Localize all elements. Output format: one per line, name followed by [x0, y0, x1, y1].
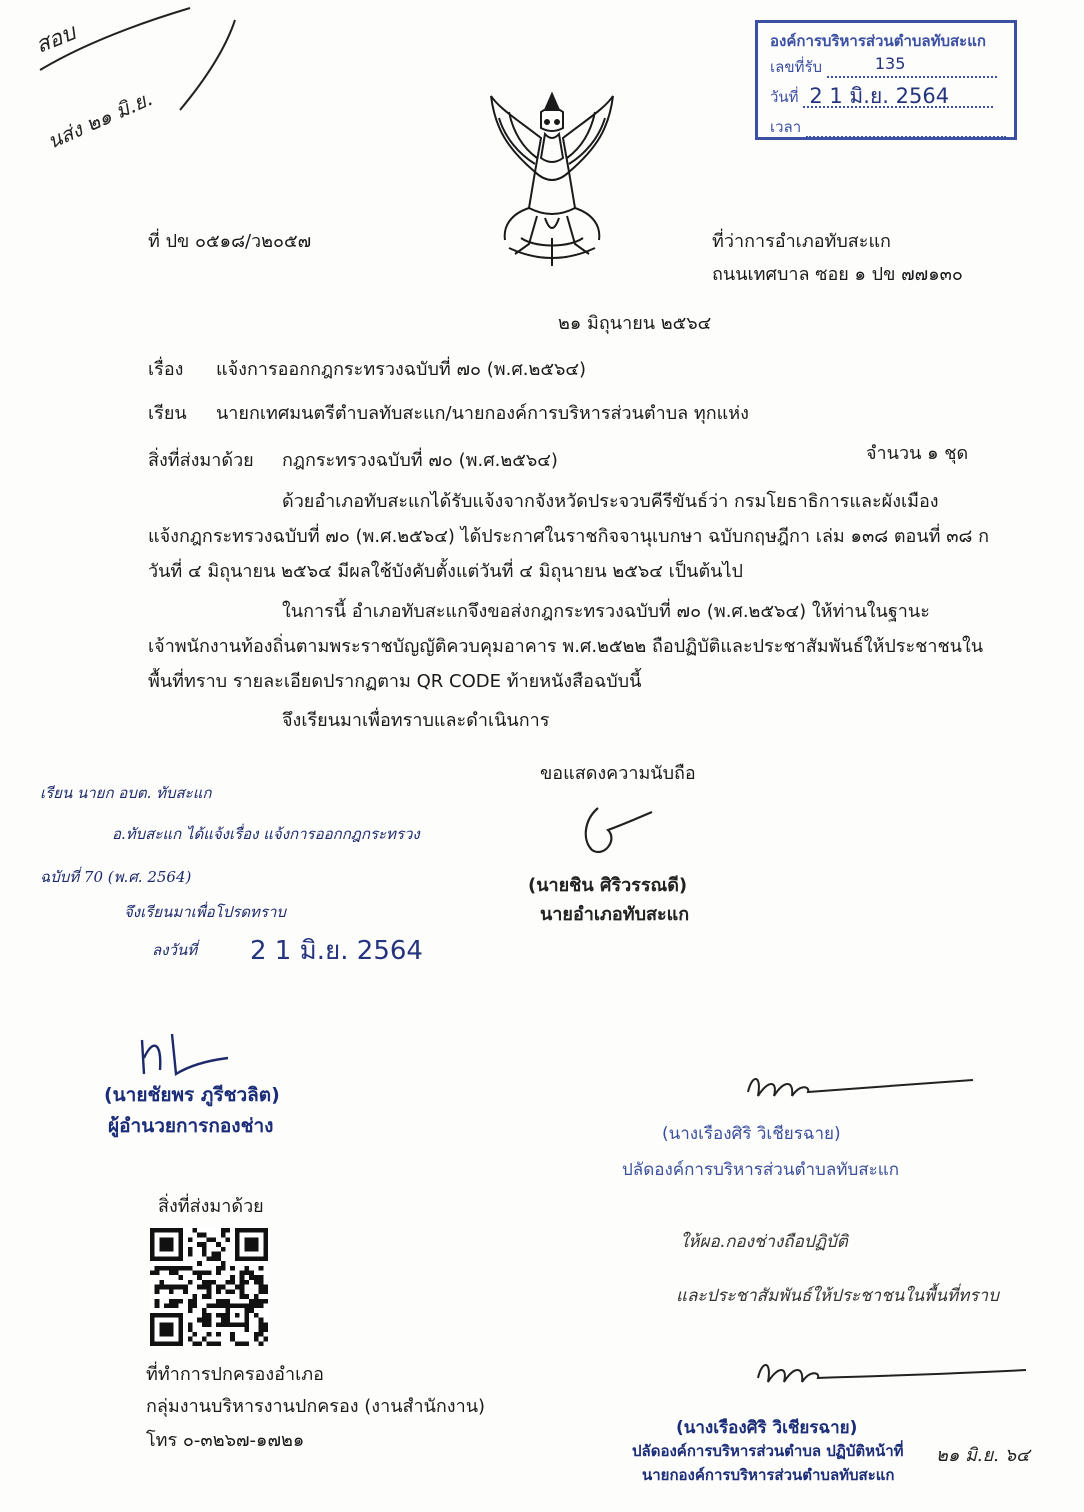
paragraph-2-line: ในการนี้ อำเภอทับสะแกจึงขอส่งกฎกระทรวงฉบับที่ ๗๐ (พ.ศ.๒๕๖๔) ให้ท่านในฐานะ — [282, 601, 930, 622]
left-note-line5: ลงวันที่ — [152, 941, 198, 959]
paragraph-1-line: แจ้งกฎกระทรวงฉบับที่ ๗๐ (พ.ศ.๒๕๖๔) ได้ประกาศในราชกิจจานุเบกษา ฉบับกฤษฎีกา เล่ม ๑๓๘ ตอนที่ ๓๘ ก — [148, 526, 990, 547]
palad-note-line2: และประชาสัมพันธ์ให้ประชาชนในพื้นที่ทราบ — [676, 1286, 999, 1306]
qr-code-icon — [150, 1228, 268, 1346]
regards-text: ขอแสดงความนับถือ — [540, 763, 696, 784]
stamp-org: องค์การบริหารส่วนตำบลทับสะแก — [770, 32, 986, 50]
document-number: ที่ ปข ๐๕๑๘/ว๒๐๕๗ — [148, 231, 312, 252]
stamp-number-row — [770, 55, 997, 79]
engineer-signature — [132, 1030, 232, 1080]
left-note-line4: จึงเรียนมาเพื่อโปรดทราบ — [124, 903, 286, 921]
corner-note-line2: นส่ง ๒๑ มิ.ย. — [43, 86, 156, 154]
footer-phone: โทร ๐-๓๒๖๗-๑๗๒๑ — [146, 1430, 305, 1451]
acting-name: (นางเรืองศิริ วิเชียรฉาย) — [676, 1418, 858, 1438]
palad-note-line1: ให้ผอ.กองช่างถือปฏิบัติ — [680, 1232, 848, 1252]
sender-address-line2: ถนนเทศบาล ซอย ๑ ปข ๗๗๑๓๐ — [712, 264, 963, 285]
enclosure-label: สิ่งที่ส่งมาด้วย — [148, 450, 254, 471]
recipient-text: นายกเทศมนตรีตำบลทับสะแก/นายกองค์การบริหารส่วนตำบล ทุกแห่ง — [216, 403, 749, 424]
palad-title: ปลัดองค์การบริหารส่วนตำบลทับสะแก — [622, 1160, 899, 1180]
subject-label: เรื่อง — [148, 359, 184, 380]
paragraph-1 — [148, 484, 989, 589]
footer-office: ที่ทำการปกครองอำเภอ — [146, 1364, 324, 1385]
corner-note-line1: สอบ — [32, 20, 80, 59]
palad-signature-1 — [738, 1066, 978, 1106]
paragraph-1-line: วันที่ ๔ มิถุนายน ๒๕๖๔ มีผลใช้บังคับตั้งแต่วันที่ ๔ มิถุนายน ๒๕๖๔ เป็นต้นไป — [148, 561, 743, 582]
enclosure-text: กฎกระทรวงฉบับที่ ๗๐ (พ.ศ.๒๕๖๔) — [282, 450, 558, 471]
stamp-number-value: 135 — [874, 54, 906, 73]
document-date: ๒๑ มิถุนายน ๒๕๖๔ — [558, 313, 712, 334]
received-stamp — [755, 20, 1017, 140]
palad-name: (นางเรืองศิริ วิเชียรฉาย) — [662, 1124, 841, 1144]
left-note-line1: เรียน นายก อบต. ทับสะแก — [40, 784, 212, 802]
paragraph-2 — [148, 594, 983, 699]
stamp-date-value: 2 1 มิ.ย. 2564 — [809, 84, 950, 108]
district-chief-name: (นายชิน ศิริวรรณดี) — [528, 875, 688, 896]
footer-enclosure-label: สิ่งที่ส่งมาด้วย — [158, 1196, 264, 1217]
palad-signature-2 — [748, 1352, 1030, 1392]
acting-title-line1: ปลัดองค์การบริหารส่วนตำบล ปฏิบัติหน้าที่ — [632, 1442, 904, 1460]
engineer-name: (นายชัยพร ภูรีชวลิต) — [104, 1084, 280, 1106]
stamp-date-row — [770, 85, 993, 109]
engineer-title: ผู้อำนวยการกองช่าง — [108, 1115, 274, 1137]
garuda-emblem-icon — [485, 88, 620, 270]
left-note-line2: อ.ทับสะแก ได้แจ้งเรื่อง แจ้งการออกกฎกระทรวง — [112, 825, 420, 843]
corner-pen-strokes — [30, 0, 240, 130]
left-note-date-stamp: 2 1 มิ.ย. 2564 — [250, 936, 423, 966]
subject-text: แจ้งการออกกฎกระทรวงฉบับที่ ๗๐ (พ.ศ.๒๕๖๔) — [216, 359, 587, 380]
stamp-time-row — [770, 115, 1006, 139]
district-chief-title: นายอำเภอทับสะแก — [540, 904, 690, 925]
left-note-line3: ฉบับที่ 70 (พ.ศ. 2564) — [40, 868, 192, 886]
paragraph-2-line: เจ้าพนักงานท้องถิ่นตามพระราชบัญญัติควบคุมอาคาร พ.ศ.๒๕๒๒ ถือปฏิบัติและประชาสัมพันธ์ให้ประชาชนใน — [148, 636, 984, 657]
stamp-date-label: วันที่ — [770, 88, 799, 106]
stamp-time-label: เวลา — [770, 118, 802, 136]
closing-line: จึงเรียนมาเพื่อทราบและดำเนินการ — [282, 710, 550, 731]
sender-address-line1: ที่ว่าการอำเภอทับสะแก — [712, 231, 891, 252]
acting-date-handwritten: ๒๑ มิ.ย. ๖๔ — [936, 1445, 1030, 1466]
district-chief-signature — [578, 800, 658, 860]
enclosure-quantity: จำนวน ๑ ชุด — [866, 443, 969, 464]
paragraph-1-line: ด้วยอำเภอทับสะแกได้รับแจ้งจากจังหวัดประจวบคีรีขันธ์ว่า กรมโยธาธิการและผังเมือง — [282, 491, 939, 512]
stamp-number-label: เลขที่รับ — [770, 58, 823, 76]
paragraph-2-line: พื้นที่ทราบ รายละเอียดปรากฏตาม QR CODE ท้ายหนังสือฉบับนี้ — [148, 671, 642, 692]
acting-title-line2: นายกองค์การบริหารส่วนตำบลทับสะแก — [642, 1466, 895, 1484]
footer-group: กลุ่มงานบริหารงานปกครอง (งานสำนักงาน) — [146, 1396, 486, 1417]
recipient-label: เรียน — [148, 403, 187, 424]
